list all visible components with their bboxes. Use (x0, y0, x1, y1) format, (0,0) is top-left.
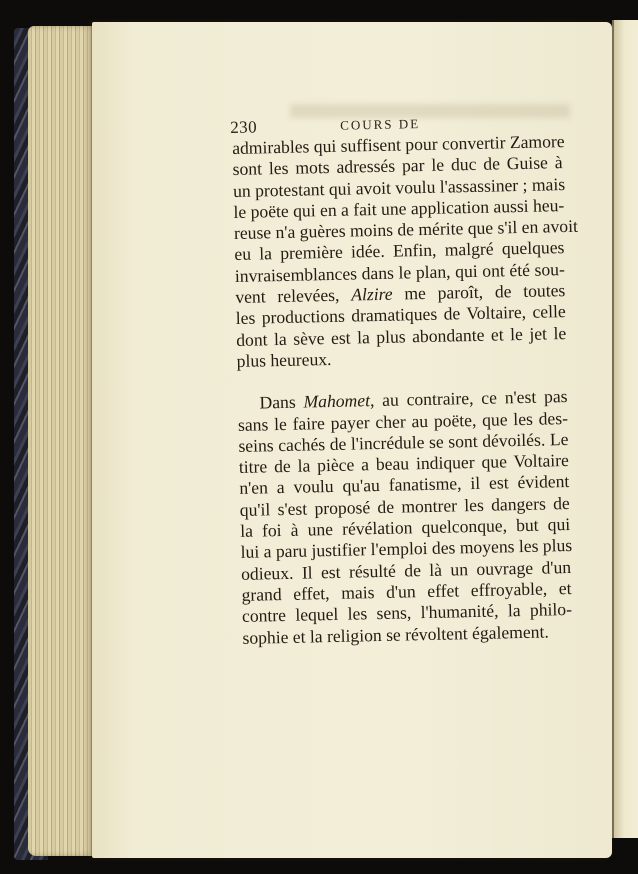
text-line: dont la sève est la plus abondante et le jet le (236, 322, 567, 350)
text-line: sont les mots adressés par le duc de Guise à (232, 152, 563, 180)
text-line: admirables qui suffisent pour convertir Zamore (232, 131, 565, 158)
text-line: la foi à une révélation quelconque, but qui (240, 514, 571, 541)
text-line: le poëte qui en a fait une application aussi heu- (233, 194, 565, 222)
text-line-mahomet: Dans Mahomet, au contraire, ce n'est pas (259, 386, 568, 413)
italic-title: Mahomet (303, 390, 371, 412)
paragraph-2 (237, 386, 572, 648)
text-line: qu'il s'est proposé de montrer les dangers de (239, 492, 570, 520)
page-number: 230 (230, 117, 258, 137)
text-line: reuse n'a guères moins de mérite que s'il en avoit (233, 215, 579, 244)
text-line: grand effet, mais d'un effet effroyable, et (241, 577, 572, 605)
text-line: n'en a voulu qu'au fanatisme, il est évident (239, 471, 570, 499)
text-line: titre de la pièce a beau indiquer que Voltaire (238, 450, 570, 478)
paragraph-1 (232, 131, 579, 372)
italic-title: Alzire (351, 283, 393, 305)
facing-page-edge (612, 20, 638, 838)
text-line: sophie et la religion se révoltent également. (242, 621, 549, 648)
text-line: eu la première idée. Enfin, malgré quelques (234, 237, 565, 265)
text-line-alzire: vent relevées, Alzire me paroît, de toutes (235, 280, 566, 308)
text-line: les productions dramatiques de Voltaire, celle (235, 301, 566, 329)
text-line: plus heureux. (236, 348, 332, 371)
text-line: seins cachés de l'incrédule se sont dévoilés. Le (238, 428, 569, 456)
body-text (232, 131, 579, 649)
text-line: contre lequel les sens, l'humanité, la philo- (241, 599, 573, 627)
text-line: invraisemblances dans le plan, qui ont été sou- (234, 258, 566, 286)
running-head: COURS DE (340, 116, 421, 133)
text-line: odieux. Il est résulté de là un ouvrage d'un (240, 556, 572, 584)
text-line: sans le faire payer cher au poëte, que les des- (237, 407, 569, 435)
text-line: un protestant qui avoit voulu l'assassiner ; mais (232, 173, 566, 201)
text-line: lui a paru justifier l'emploi des moyens les plus (240, 535, 573, 563)
